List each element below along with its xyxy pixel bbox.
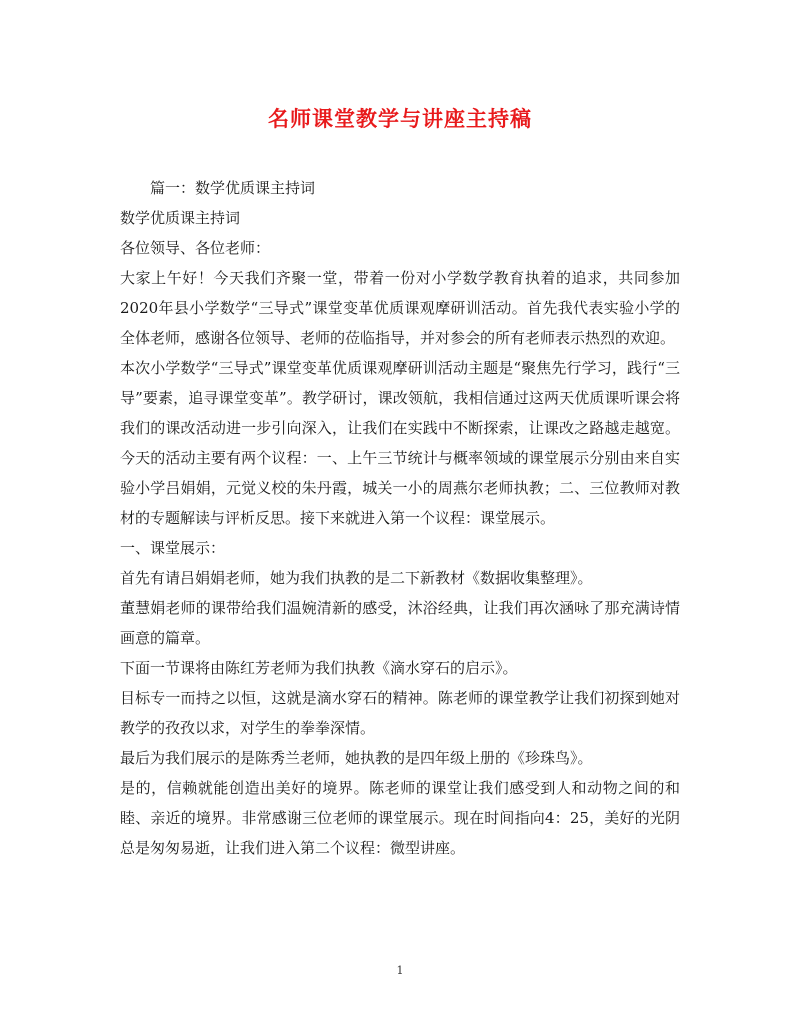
- page-number: 1: [396, 964, 404, 977]
- paragraph: 最后为我们展示的是陈秀兰老师，她执教的是四年级上册的《珍珠鸟》。: [120, 749, 593, 767]
- section-heading: 篇一：数学优质课主持词: [150, 179, 316, 197]
- document-title: 名师课堂教学与讲座主持稿: [268, 107, 532, 131]
- paragraph: 首先有请吕娟娟老师，她为我们执教的是二下新教材《数据收集整理》。: [120, 569, 593, 587]
- paragraph: 下面一节课将由陈红芳老师为我们执教《滴水穿石的启示》。: [120, 659, 518, 677]
- paragraph: 董慧娟老师的课带给我们温婉清新的感受，沐浴经典，让我们再次涵咏了那充满诗情画意的篇章。: [120, 599, 680, 647]
- paragraph: 目标专一而持之以恒，这就是滴水穿石的精神。陈老师的课堂教学让我们初探到她对教学的孜孜以求，对学生的拳拳深情。: [120, 689, 680, 737]
- paragraph: 各位领导、各位老师：: [120, 239, 271, 257]
- paragraph: 一、课堂展示：: [120, 539, 226, 557]
- paragraph: 本次小学数学“三导式”课堂变革优质课观摩研训活动主题是“聚焦先行学习，践行“三导”要素，追寻课堂变革”。教学研讨，课改领航，我相信通过这两天优质课听课会将我们的课改活动进一步引向深入，让我们在实践中不断探索，让课改之路越走越宽。今天的活动主要有两个议程：一、上午三节统计与概率领域的课堂展示分别由来自实验小学吕娟娟，元觉义校的朱丹霞，城关一小的周燕尔老师执教；二、三位教师对教材的专题解读与评析反思。接下来就进入第一个议程：课堂展示。: [120, 359, 680, 527]
- paragraph: 数学优质课主持词: [120, 209, 241, 227]
- paragraph: 是的，信赖就能创造出美好的境界。陈老师的课堂让我们感受到人和动物之间的和睦、亲近的境界。非常感谢三位老师的课堂展示。现在时间指向4：25，美好的光阴总是匆匆易逝，让我们进入第二个议程：微型讲座。: [120, 779, 680, 857]
- document-body: [120, 173, 680, 863]
- paragraph: 大家上午好！今天我们齐聚一堂，带着一份对小学数学教育执着的追求，共同参加2020年县小学数学“三导式”课堂变革优质课观摩研训活动。首先我代表实验小学的全体老师，感谢各位领导、老师的莅临指导，并对参会的所有老师表示热烈的欢迎。: [120, 269, 680, 347]
